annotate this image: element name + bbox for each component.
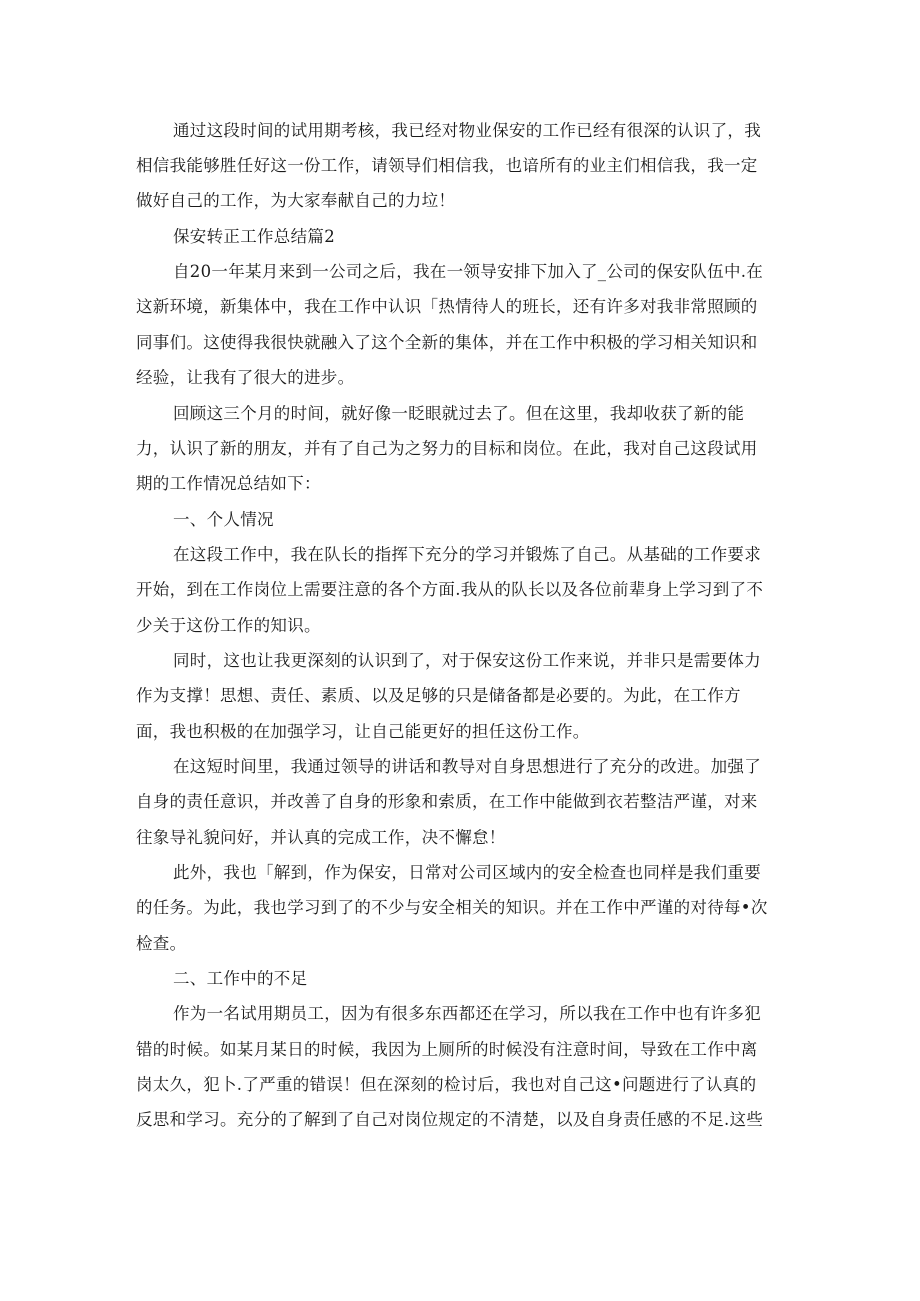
text-line-7: 同事们。这使得我很快就融入了这个全新的集体，并在工作中积极的学习相关知识和: [136, 333, 758, 352]
text-line-27: 错的时候。如某月某日的时候，我因为上厕所的时候没有注意时间，导致在工作中离: [136, 1040, 758, 1059]
text-line-14: 开始，到在工作岗位上需要注意的各个方面.我从的队长以及各位前辈身上学习到了不: [136, 580, 764, 599]
text-line-1: 通过这段时间的试用期考核，我已经对物业保安的工作已经有很深的认识了，我: [173, 121, 761, 140]
text-line-6: 这新环境，新集体中，我在工作中认识「热情待人的班长，还有许多对我非常照顾的: [136, 297, 758, 316]
text-line-11: 期的工作情况总结如下：: [136, 474, 321, 493]
text-line-18: 面，我也积极的在加强学习，让自己能更好的担任这份工作。: [136, 722, 590, 741]
text-line-15: 少关于这份工作的知识。: [136, 616, 321, 635]
section-heading: 保安转正工作总结篇2: [173, 227, 335, 246]
text-line-3: 做好自己的工作，为大家奉献自己的力垃！: [136, 191, 456, 210]
text-line-28: 岗太久，犯卜.了严重的错误！但在深刻的检讨后，我也对自己这•问题进行了认真的: [136, 1075, 757, 1094]
text-line-17: 作为支撑！思想、责任、素质、以及足够的只是储备都是必要的。为此，在工作方: [136, 686, 741, 705]
text-line-5: 自20一年某月来到一公司之后，我在一领导安排下加入了_公司的保安队伍中.在: [173, 262, 764, 281]
text-line-26: 作为一名试用期员工，因为有很多东西都还在学习，所以我在工作中也有许多犯: [173, 1004, 761, 1023]
text-line-9: 回顾这三个月的时间，就好像一眨眼就过去了。但在这里，我却收获了新的能: [173, 404, 745, 423]
text-line-8: 经验，让我有了很大的进步。: [136, 368, 355, 387]
subheading-personal: 一、个人情况: [173, 510, 274, 529]
text-line-23: 的任务。为此，我也学习到了的不少与安全相关的知识。并在工作中严谨的对待每•次: [136, 898, 768, 917]
subheading-shortcomings: 二、工作中的不足: [173, 969, 308, 988]
text-line-22: 此外，我也「解到，作为保安，日常对公司区域内的安全检查也同样是我们重要: [173, 863, 761, 882]
text-line-2: 相信我能够胜任好这一份工作，请领导们相信我，也谙所有的业主们相信我，我一定: [136, 156, 758, 175]
text-line-10: 力，认识了新的朋友，并有了自己为之努力的目标和岗位。在此，我对自己这段试用: [136, 439, 758, 458]
text-line-29: 反思和学习。充分的了解到了自己对岗位规定的不清楚，以及自身责任感的不足.这些: [136, 1110, 764, 1129]
text-line-24: 检查。: [136, 934, 187, 953]
text-line-19: 在这短时间里，我通过领导的讲话和教导对自身思想进行了充分的改进。加强了: [173, 757, 761, 776]
text-line-13: 在这段工作中，我在队长的指挥下充分的学习并锻炼了自己。从基础的工作要求: [173, 545, 761, 564]
text-line-21: 往象导礼貌问好，并认真的完成工作，决不懈怠！: [136, 828, 506, 847]
text-line-16: 同时，这也让我更深刻的认识到了，对于保安这份工作来说，并非只是需要体力: [173, 651, 761, 670]
text-line-20: 自身的责任意识，并改善了自身的形象和索质，在工作中能做到衣若整洁严谨，对来: [136, 792, 758, 811]
